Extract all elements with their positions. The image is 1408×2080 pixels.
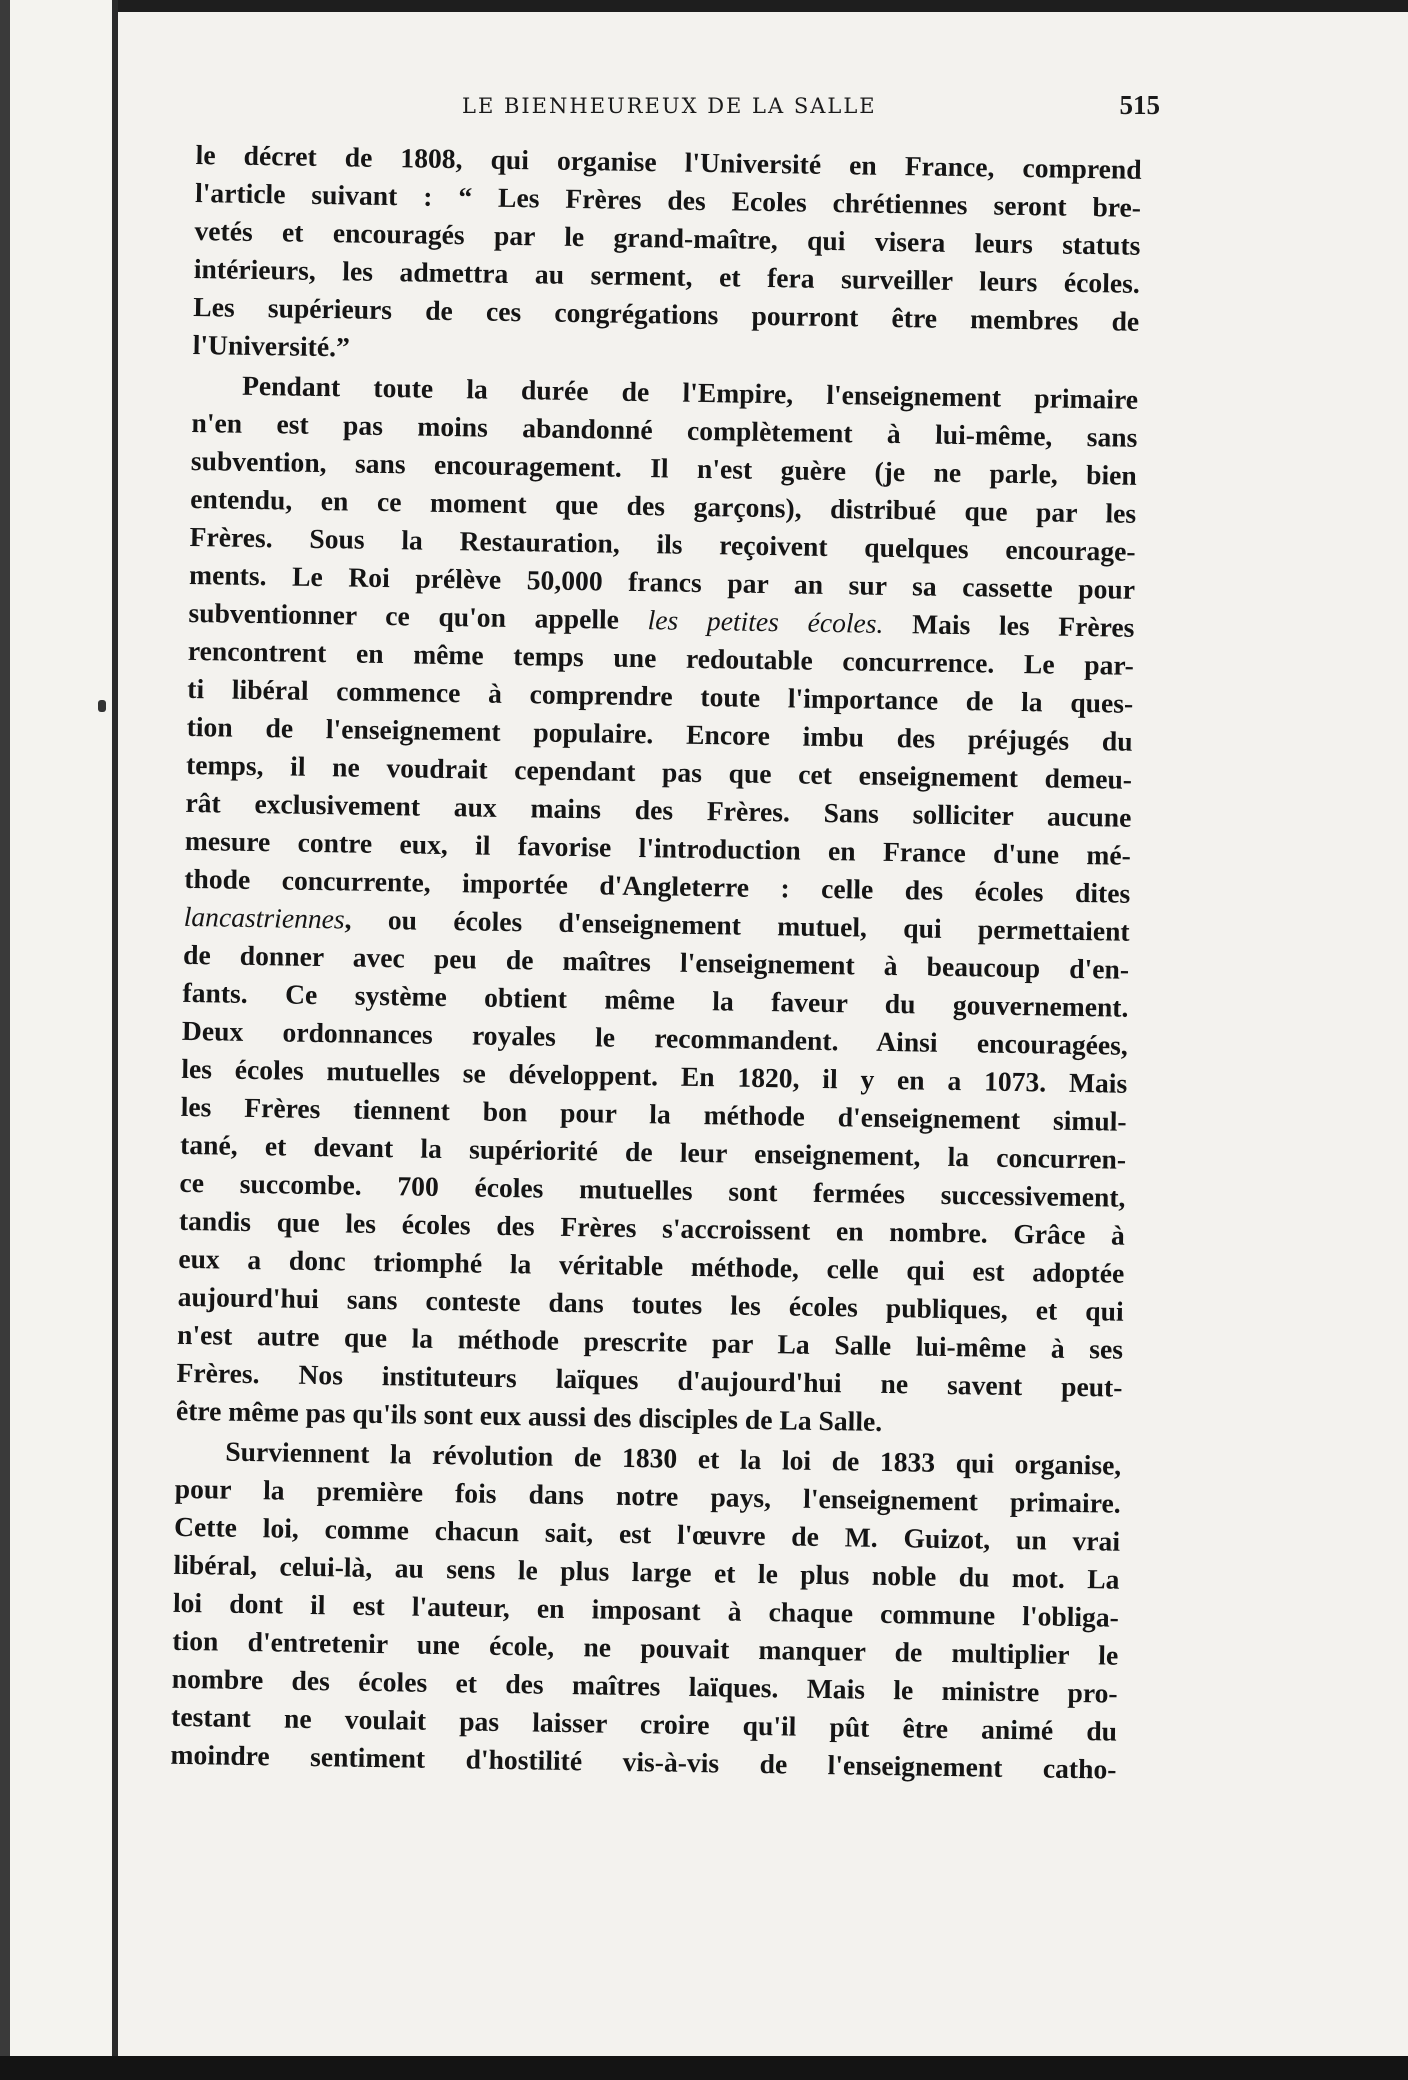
text-segment: subventionner ce qu'on appelle: [188, 596, 620, 635]
text-line: tion d'entretenir une école, ne pouvait manquer de multiplier le: [172, 1624, 1119, 1671]
page-number: 515: [1119, 90, 1160, 120]
text-line: ti libéral commence à comprendre toute l'importance de la ques-: [187, 672, 1134, 719]
text-line: rât exclusivement aux mains des Frères. Sans solliciter aucune: [185, 786, 1132, 833]
text-line: aujourd'hui sans conteste dans toutes les écoles publiques, et qui: [177, 1280, 1124, 1327]
text-line: subvention, sans encouragement. Il n'est guère (je ne parle, bien: [190, 444, 1138, 491]
text-line: le décret de 1808, qui organise l'Université en France, comprend: [195, 138, 1142, 185]
text-line: ments. Le Roi prélève 50,000 francs par an sur sa cassette pour: [188, 558, 1136, 605]
text-line: fants. Ce système obtient même la faveur du gouvernement.: [182, 976, 1129, 1023]
body-text: [170, 136, 1142, 1791]
text-line: thode concurrente, importée d'Angleterre : celle des écoles dites: [184, 862, 1131, 909]
text-line: Les supérieurs de ces congrégations pourront être membres de: [193, 290, 1140, 337]
left-margin: [0, 0, 118, 2080]
text-segment: Mais les Frères: [883, 607, 1135, 643]
margin-mark: [98, 700, 106, 712]
text-line: Frères. Sous la Restauration, ils reçoivent quelques encourage-: [189, 520, 1136, 567]
text-line: vetés et encouragés par le grand-maître, qui visera leurs statuts: [194, 214, 1141, 261]
text-line: Pendant toute la durée de l'Empire, l'enseignement primaire: [241, 369, 1139, 415]
paragraph-2: [176, 366, 1139, 1445]
italic-term: les petites écoles.: [647, 604, 884, 639]
text-line: ce succombe. 700 écoles mutuelles sont fermées successivement,: [179, 1166, 1126, 1213]
scan-bottom-border: [0, 2056, 1408, 2080]
running-title: LE BIENHEUREUX DE LA SALLE: [462, 94, 877, 118]
text-line: pour la première fois dans notre pays, l'enseignement primaire.: [174, 1472, 1121, 1519]
paragraph-1: [192, 136, 1141, 379]
text-line: tion de l'enseignement populaire. Encore imbu des préjugés du: [186, 710, 1133, 757]
text-line: eux a donc triomphé la véritable méthode, celle qui est adoptée: [178, 1242, 1125, 1289]
text-line: Surviennent la révolution de 1830 et la loi de 1833 qui organise,: [225, 1435, 1122, 1481]
text-line: Cette loi, comme chacun sait, est l'œuvre de M. Guizot, un vrai: [173, 1510, 1121, 1557]
text-line: l'Université.”: [192, 328, 351, 363]
text-line: libéral, celui-là, au sens le plus large et le plus noble du mot. La: [173, 1548, 1120, 1595]
italic-term: lancastriennes: [183, 900, 345, 935]
text-line: testant ne voulait pas laisser croire qu'il pût être animé du: [170, 1700, 1118, 1747]
text-line: rencontrent en même temps une redoutable concurrence. Le par-: [187, 634, 1135, 681]
text-line: nombre des écoles et des maîtres laïques. Mais le ministre pro-: [171, 1662, 1118, 1709]
text-line: intérieurs, les admettra au serment, et fera surveiller leurs écoles.: [193, 252, 1141, 299]
scan-left-border: [0, 0, 10, 2080]
text-line: Frères. Nos instituteurs laïques d'aujourd'hui ne savent peut-: [176, 1356, 1123, 1403]
text-line: tandis que les écoles des Frères s'accroissent en nombre. Grâce à: [178, 1204, 1126, 1251]
paragraph-3: [170, 1432, 1121, 1789]
page-header: [200, 86, 1160, 126]
text-line: mesure contre eux, il favorise l'introduction en France d'une mé-: [184, 824, 1132, 871]
text-line: moindre sentiment d'hostilité vis-à-vis de l'enseignement catho-: [170, 1738, 1117, 1785]
text-line: n'en est pas moins abandonné complètement à lui-même, sans: [191, 406, 1138, 453]
text-line: temps, il ne voudrait cependant pas que cet enseignement demeu-: [185, 748, 1133, 795]
text-line: les Frères tiennent bon pour la méthode d'enseignement simul-: [180, 1090, 1127, 1137]
text-line: n'est autre que la méthode prescrite par La Salle lui-même à ses: [176, 1318, 1124, 1365]
text-line: de donner avec peu de maîtres l'enseignement à beaucoup d'en-: [182, 938, 1130, 985]
text-line: tané, et devant la supériorité de leur enseignement, la concurren-: [179, 1128, 1127, 1175]
text-line: loi dont il est l'auteur, en imposant à chaque commune l'obliga-: [172, 1586, 1120, 1633]
text-line: les écoles mutuelles se développent. En 1820, il y en a 1073. Mais: [181, 1052, 1128, 1099]
text-line: l'article suivant : “ Les Frères des Ecoles chrétiennes seront bre-: [194, 176, 1142, 223]
text-line: entendu, en ce moment que des garçons), distribué que par les: [190, 482, 1137, 529]
scan-top-border: [0, 0, 1408, 12]
text-line: être même pas qu'ils sont eux aussi des disciples de La Salle.: [175, 1394, 883, 1437]
text-line: Deux ordonnances royales le recommandent. Ainsi encouragées,: [181, 1014, 1129, 1061]
text-segment: , ou écoles d'enseignement mutuel, qui permettaient: [344, 903, 1130, 947]
